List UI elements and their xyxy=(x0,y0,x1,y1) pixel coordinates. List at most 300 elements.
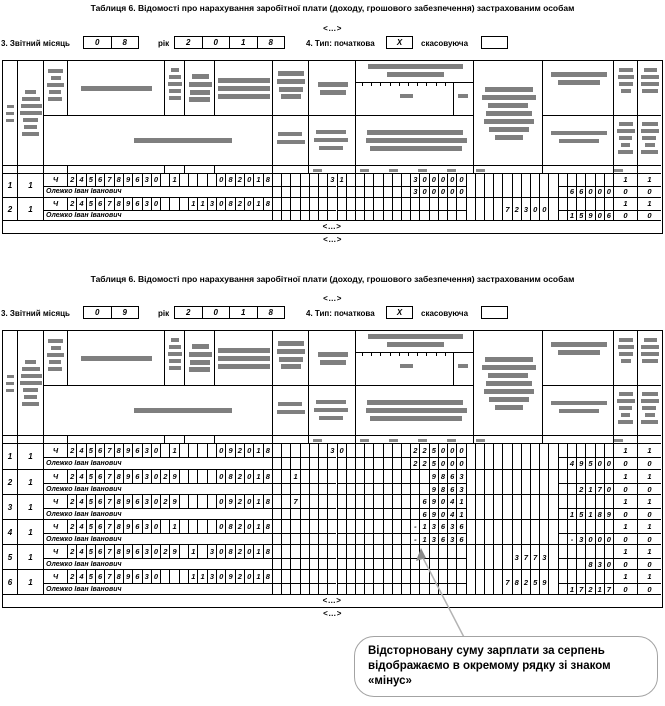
grid-cell-span xyxy=(530,520,539,545)
redacted-text-bar xyxy=(551,401,607,405)
grid-cell xyxy=(364,457,373,470)
grid-cell xyxy=(309,520,318,533)
redacted-text-bar xyxy=(495,135,523,140)
grid-cell: 6 xyxy=(447,483,456,496)
grid-cell: 5 xyxy=(429,457,438,470)
digit-cell: 6 xyxy=(95,470,104,483)
flag-cell: 0 xyxy=(637,483,661,496)
redacted-text-bar xyxy=(370,416,462,421)
grid-cell-span xyxy=(521,495,530,520)
row-number: 2 xyxy=(7,478,13,487)
grid-cell: 1 xyxy=(585,508,594,521)
header-tick xyxy=(399,82,400,86)
grid-cell xyxy=(337,470,346,483)
header-tick xyxy=(445,82,446,86)
grid-cell xyxy=(309,545,318,558)
digit-cell: 6 xyxy=(132,520,141,533)
redacted-text-bar xyxy=(48,69,63,73)
digit-cell xyxy=(160,198,169,210)
redacted-text-bar xyxy=(47,83,64,87)
digit-cell: 8 xyxy=(263,470,272,483)
redacted-text-bar xyxy=(22,367,40,371)
grid-cell xyxy=(567,470,576,483)
insured-name: Олежко Іван Іванович xyxy=(43,483,272,496)
digit-cell: 2 xyxy=(67,198,76,210)
header-cell xyxy=(637,331,661,386)
table-row xyxy=(3,494,661,519)
grid-cell xyxy=(309,470,318,483)
redacted-text-bar xyxy=(558,80,600,85)
header-cell xyxy=(272,116,308,165)
flag-cell: 0 xyxy=(637,210,661,222)
grid-cell xyxy=(595,570,604,583)
digit-cell: 0 xyxy=(216,174,225,186)
digit-cell: 7 xyxy=(104,470,113,483)
redacted-text-bar xyxy=(189,97,210,102)
redacted-text-bar xyxy=(644,338,657,342)
grid-cell xyxy=(355,198,364,210)
redacted-text-bar xyxy=(192,344,209,349)
digit-cell: 9 xyxy=(123,174,132,186)
redacted-text-bar xyxy=(368,64,463,69)
digit-cell: 1 xyxy=(253,174,262,186)
grid-cell-span: 0 xyxy=(530,198,539,221)
grid-cell xyxy=(576,495,585,508)
digit-cell: 4 xyxy=(76,470,85,483)
redacted-text-bar xyxy=(279,87,303,92)
grid-cell xyxy=(300,545,309,558)
digit-cell: 0 xyxy=(151,570,160,583)
grid-cell xyxy=(410,470,419,483)
grid-cell xyxy=(346,198,355,210)
digit-cell xyxy=(197,174,206,186)
grid-cell-span xyxy=(466,545,475,570)
year-digit: 2 xyxy=(186,38,191,47)
grid-cell xyxy=(318,174,327,186)
redacted-text-bar xyxy=(641,150,658,154)
grid-cell: 6 xyxy=(567,186,576,198)
header-cell xyxy=(355,331,473,386)
redacted-text-bar xyxy=(281,364,301,369)
header-tick xyxy=(362,352,363,356)
citizen-flag: Ч xyxy=(43,495,67,508)
column-tick xyxy=(164,436,165,443)
header-cell xyxy=(272,386,308,435)
flag-cell: 1 xyxy=(637,520,661,533)
grid-cell xyxy=(272,444,281,457)
digit-cell xyxy=(197,545,206,558)
citizen-flag: Ч xyxy=(43,470,67,483)
grid-cell-span xyxy=(466,495,475,520)
grid-cell: 0 xyxy=(456,457,465,470)
digit-cell: 2 xyxy=(235,520,244,533)
header-tick xyxy=(408,352,409,356)
digit-cell: 2 xyxy=(67,570,76,583)
grid-cell xyxy=(355,545,364,558)
grid-cell xyxy=(401,186,410,198)
header-cell xyxy=(613,331,637,386)
digit-cell xyxy=(197,495,206,508)
column-tick xyxy=(308,166,309,173)
redacted-text-bar xyxy=(495,405,523,410)
digit-cell: 8 xyxy=(263,444,272,457)
grid-cell-span xyxy=(475,570,484,595)
digit-cell: 5 xyxy=(86,470,95,483)
grid-cell-span xyxy=(512,520,521,545)
grid-cell-span xyxy=(502,495,511,520)
digit-cell: 2 xyxy=(160,495,169,508)
redacted-text-bar xyxy=(367,130,463,135)
grid-cell xyxy=(337,520,346,533)
redacted-text-bar xyxy=(621,359,631,363)
column-tick xyxy=(272,436,273,443)
cancel-label: скасовуюча xyxy=(421,39,469,48)
flag-cell: 1 xyxy=(613,174,637,186)
digit-cell: 0 xyxy=(244,470,253,483)
grid-cell xyxy=(281,470,290,483)
digit-cell: 1 xyxy=(253,470,262,483)
citizen-flag: Ч xyxy=(43,198,67,210)
grid-cell-span xyxy=(539,444,548,469)
grid-cell: 0 xyxy=(595,186,604,198)
digit-cell: 5 xyxy=(86,545,95,558)
digit-cell: 3 xyxy=(142,470,151,483)
grid-cell xyxy=(300,198,309,210)
grid-cell xyxy=(373,444,382,457)
grid-cell xyxy=(355,186,364,198)
grid-cell: 5 xyxy=(429,444,438,457)
grid-cell-span xyxy=(493,444,502,469)
year-digit: 0 xyxy=(202,37,230,48)
year-label: рік xyxy=(158,309,170,318)
header-cell xyxy=(43,116,272,165)
redacted-text-bar xyxy=(218,94,270,99)
flag-cell: 1 xyxy=(637,570,661,583)
grid-cell xyxy=(604,520,613,533)
grid-cell-span: 3 xyxy=(539,545,548,570)
grid-cell xyxy=(585,470,594,483)
grid-cell: 2 xyxy=(576,483,585,496)
grid-cell: 0 xyxy=(429,186,438,198)
category-code: 1 xyxy=(17,444,43,469)
grid-cell: 0 xyxy=(456,186,465,198)
digit-cell: 3 xyxy=(142,198,151,210)
grid-cell xyxy=(595,444,604,457)
header-tick xyxy=(436,82,437,86)
grid-cell: 7 xyxy=(595,483,604,496)
grid-cell: 0 xyxy=(595,457,604,470)
redacted-text-bar xyxy=(642,406,656,410)
callout-bubble xyxy=(354,636,658,697)
header-cell xyxy=(214,61,272,116)
grid-cell xyxy=(272,520,281,533)
digit-cell: 2 xyxy=(67,545,76,558)
grid-cell-span xyxy=(493,545,502,570)
digit-cell: 2 xyxy=(235,174,244,186)
grid-cell xyxy=(392,186,401,198)
redacted-text-bar xyxy=(387,342,444,347)
digit-cell: 9 xyxy=(123,495,132,508)
redacted-text-bar xyxy=(169,345,181,349)
row-number: 4 xyxy=(7,528,13,537)
grid-cell xyxy=(290,174,299,186)
header-cell xyxy=(613,61,637,116)
redacted-text-bar xyxy=(559,139,599,143)
column-tick xyxy=(272,166,273,173)
digit-cell: 4 xyxy=(76,520,85,533)
grid-cell: 3 xyxy=(447,520,456,533)
grid-cell xyxy=(576,198,585,210)
digit-cell: 1 xyxy=(253,444,262,457)
grid-cell xyxy=(300,444,309,457)
grid-cell-span xyxy=(466,174,475,197)
grid-cell xyxy=(567,545,576,558)
grid-cell xyxy=(392,198,401,210)
flag-cell: 0 xyxy=(637,508,661,521)
redacted-text-bar xyxy=(23,118,38,122)
grid-cell xyxy=(558,198,567,210)
redacted-text-bar xyxy=(318,82,348,87)
grid-cell: 0 xyxy=(438,174,447,186)
grid-cell-span xyxy=(548,545,557,570)
insured-name: Олежко Іван Іванович xyxy=(43,210,272,222)
redacted-text-bar xyxy=(619,392,633,396)
grid-cell-span xyxy=(521,174,530,197)
grid-cell xyxy=(383,174,392,186)
grid-cell-span xyxy=(512,174,521,197)
column-number-row xyxy=(3,165,661,174)
digit-cell: 8 xyxy=(225,470,234,483)
grid-cell xyxy=(383,545,392,558)
grid-cell-span xyxy=(466,444,475,469)
grid-cell xyxy=(373,545,382,558)
grid-cell-span xyxy=(484,444,493,469)
column-tick xyxy=(637,436,638,443)
digit-cell: 9 xyxy=(169,545,178,558)
month-label: 3. Звітний місяць xyxy=(1,39,70,48)
grid-cell xyxy=(373,570,382,583)
grid-cell xyxy=(300,186,309,198)
grid-cell xyxy=(447,545,456,558)
digit-cell xyxy=(197,520,206,533)
grid-cell xyxy=(355,520,364,533)
grid-cell xyxy=(383,470,392,483)
redacted-text-bar xyxy=(278,402,302,406)
grid-cell xyxy=(346,174,355,186)
grid-cell xyxy=(364,495,373,508)
redacted-text-bar xyxy=(192,74,209,79)
grid-cell: 6 xyxy=(438,533,447,546)
digit-cell: 1 xyxy=(188,570,197,583)
grid-cell xyxy=(281,570,290,583)
header-cell xyxy=(67,61,164,116)
digit-cell: 0 xyxy=(216,570,225,583)
redacted-text-bar xyxy=(218,86,270,91)
year-digit: 0 xyxy=(202,307,230,318)
grid-cell: 5 xyxy=(576,210,585,222)
redacted-text-bar xyxy=(189,82,212,87)
grid-cell-span xyxy=(502,444,511,469)
redacted-text-bar xyxy=(281,94,301,99)
digit-cell: 5 xyxy=(86,198,95,210)
grid-cell xyxy=(392,520,401,533)
digit-cell: 6 xyxy=(132,545,141,558)
redacted-text-bar xyxy=(6,389,14,392)
grid-cell: 7 xyxy=(290,495,299,508)
digit-cell: 1 xyxy=(197,198,206,210)
year-digit: 1 xyxy=(229,37,257,48)
redacted-text-bar xyxy=(171,68,179,72)
digit-cell: 0 xyxy=(216,545,225,558)
grid-cell xyxy=(327,570,336,583)
table-row xyxy=(3,174,661,197)
grid-cell xyxy=(290,545,299,558)
insured-name: Олежко Іван Іванович xyxy=(43,186,272,198)
header-subdivider xyxy=(356,82,474,83)
grid-cell-span xyxy=(493,174,502,197)
redacted-text-bar xyxy=(486,111,532,116)
grid-cell xyxy=(419,470,428,483)
grid-cell: 8 xyxy=(438,483,447,496)
grid-cell xyxy=(558,174,567,186)
redacted-text-bar xyxy=(277,410,305,414)
redacted-text-bar xyxy=(458,94,468,98)
year-label: рік xyxy=(158,39,170,48)
redacted-text-bar xyxy=(7,105,14,108)
grid-cell: 3 xyxy=(456,483,465,496)
header-cell xyxy=(43,61,67,116)
redacted-text-bar xyxy=(47,353,64,357)
digit-cell: 2 xyxy=(235,495,244,508)
grid-cell: 6 xyxy=(576,186,585,198)
redacted-text-bar xyxy=(484,389,534,394)
type-label: 4. Тип: початкова xyxy=(306,309,375,318)
grid-cell xyxy=(595,545,604,558)
row-number: 3 xyxy=(7,503,13,512)
header-cell xyxy=(613,116,637,165)
grid-cell xyxy=(604,174,613,186)
header-cell xyxy=(542,386,613,435)
grid-cell xyxy=(373,495,382,508)
column-number-row xyxy=(3,435,661,444)
column-tick xyxy=(308,436,309,443)
grid-cell xyxy=(585,520,594,533)
grid-cell xyxy=(604,470,613,483)
grid-cell xyxy=(373,470,382,483)
grid-cell xyxy=(567,495,576,508)
digit-cell: 4 xyxy=(76,444,85,457)
digit-cell xyxy=(179,520,188,533)
grid-cell xyxy=(410,545,419,558)
redacted-text-bar xyxy=(641,75,659,79)
digit-cell xyxy=(179,444,188,457)
grid-cell xyxy=(604,444,613,457)
redacted-text-bar xyxy=(319,146,343,150)
digit-cell: 9 xyxy=(169,495,178,508)
header-cell xyxy=(184,61,214,116)
header-tick xyxy=(371,82,372,86)
digit-cell: 2 xyxy=(67,495,76,508)
grid-cell-span xyxy=(530,470,539,495)
redacted-text-bar xyxy=(277,349,305,354)
redacted-text-bar xyxy=(279,357,303,362)
grid-cell xyxy=(355,444,364,457)
year-digit: 1 xyxy=(229,307,257,318)
grid-cell xyxy=(300,570,309,583)
table1-report-period-row xyxy=(0,36,665,50)
flag-cell: 0 xyxy=(613,533,637,546)
category-code: 1 xyxy=(17,198,43,221)
grid-cell: 4 xyxy=(447,508,456,521)
grid-cell xyxy=(346,457,355,470)
redacted-text-bar xyxy=(21,104,42,108)
redacted-text-bar xyxy=(320,360,346,365)
digit-cell: 0 xyxy=(244,174,253,186)
type-label: 4. Тип: початкова xyxy=(306,39,375,48)
digit-cell: 1 xyxy=(253,520,262,533)
digit-cell: 8 xyxy=(263,174,272,186)
redacted-text-bar xyxy=(320,90,346,95)
flag-cell: 1 xyxy=(613,198,637,210)
month-label: 3. Звітний місяць xyxy=(1,309,70,318)
redacted-text-bar xyxy=(645,143,655,147)
grid-cell: 4 xyxy=(447,495,456,508)
grid-cell: 0 xyxy=(429,174,438,186)
digit-cell: 5 xyxy=(86,444,95,457)
table2-report-period-row xyxy=(0,306,665,320)
grid-cell xyxy=(318,520,327,533)
grid-cell: 5 xyxy=(576,508,585,521)
header-cell xyxy=(17,61,43,165)
cancel-label: скасовуюча xyxy=(421,309,469,318)
header-cell xyxy=(308,116,355,165)
grid-cell-span xyxy=(484,174,493,197)
grid-cell-span xyxy=(502,520,511,545)
grid-cell xyxy=(373,457,382,470)
digit-cell: 3 xyxy=(142,520,151,533)
digit-cell: 6 xyxy=(95,570,104,583)
grid-cell xyxy=(327,457,336,470)
grid-cell-span xyxy=(539,495,548,520)
redacted-text-bar xyxy=(617,399,635,403)
redacted-text-bar xyxy=(619,406,632,410)
table-row xyxy=(3,444,661,469)
digit-cell: 1 xyxy=(253,545,262,558)
digit-cell xyxy=(160,570,169,583)
category-code: 1 xyxy=(17,495,43,520)
redacted-text-bar xyxy=(642,136,656,140)
column-number-dash xyxy=(614,439,623,442)
type-initial-value: X xyxy=(396,308,403,317)
grid-cell xyxy=(300,495,309,508)
grid-cell xyxy=(281,198,290,210)
digit-cell: 6 xyxy=(95,444,104,457)
digit-cell: 3 xyxy=(142,444,151,457)
grid-cell-span xyxy=(548,174,557,197)
redacted-text-bar xyxy=(168,82,182,86)
grid-cell xyxy=(272,495,281,508)
type-initial-checkbox xyxy=(386,306,413,319)
grid-cell xyxy=(290,198,299,210)
grid-cell-span xyxy=(466,198,475,221)
redacted-text-bar xyxy=(400,364,413,368)
grid-cell: 1 xyxy=(290,470,299,483)
grid-cell xyxy=(327,545,336,558)
grid-cell xyxy=(318,444,327,457)
grid-cell-span xyxy=(530,444,539,469)
grid-cell xyxy=(309,495,318,508)
redacted-text-bar xyxy=(641,399,659,403)
